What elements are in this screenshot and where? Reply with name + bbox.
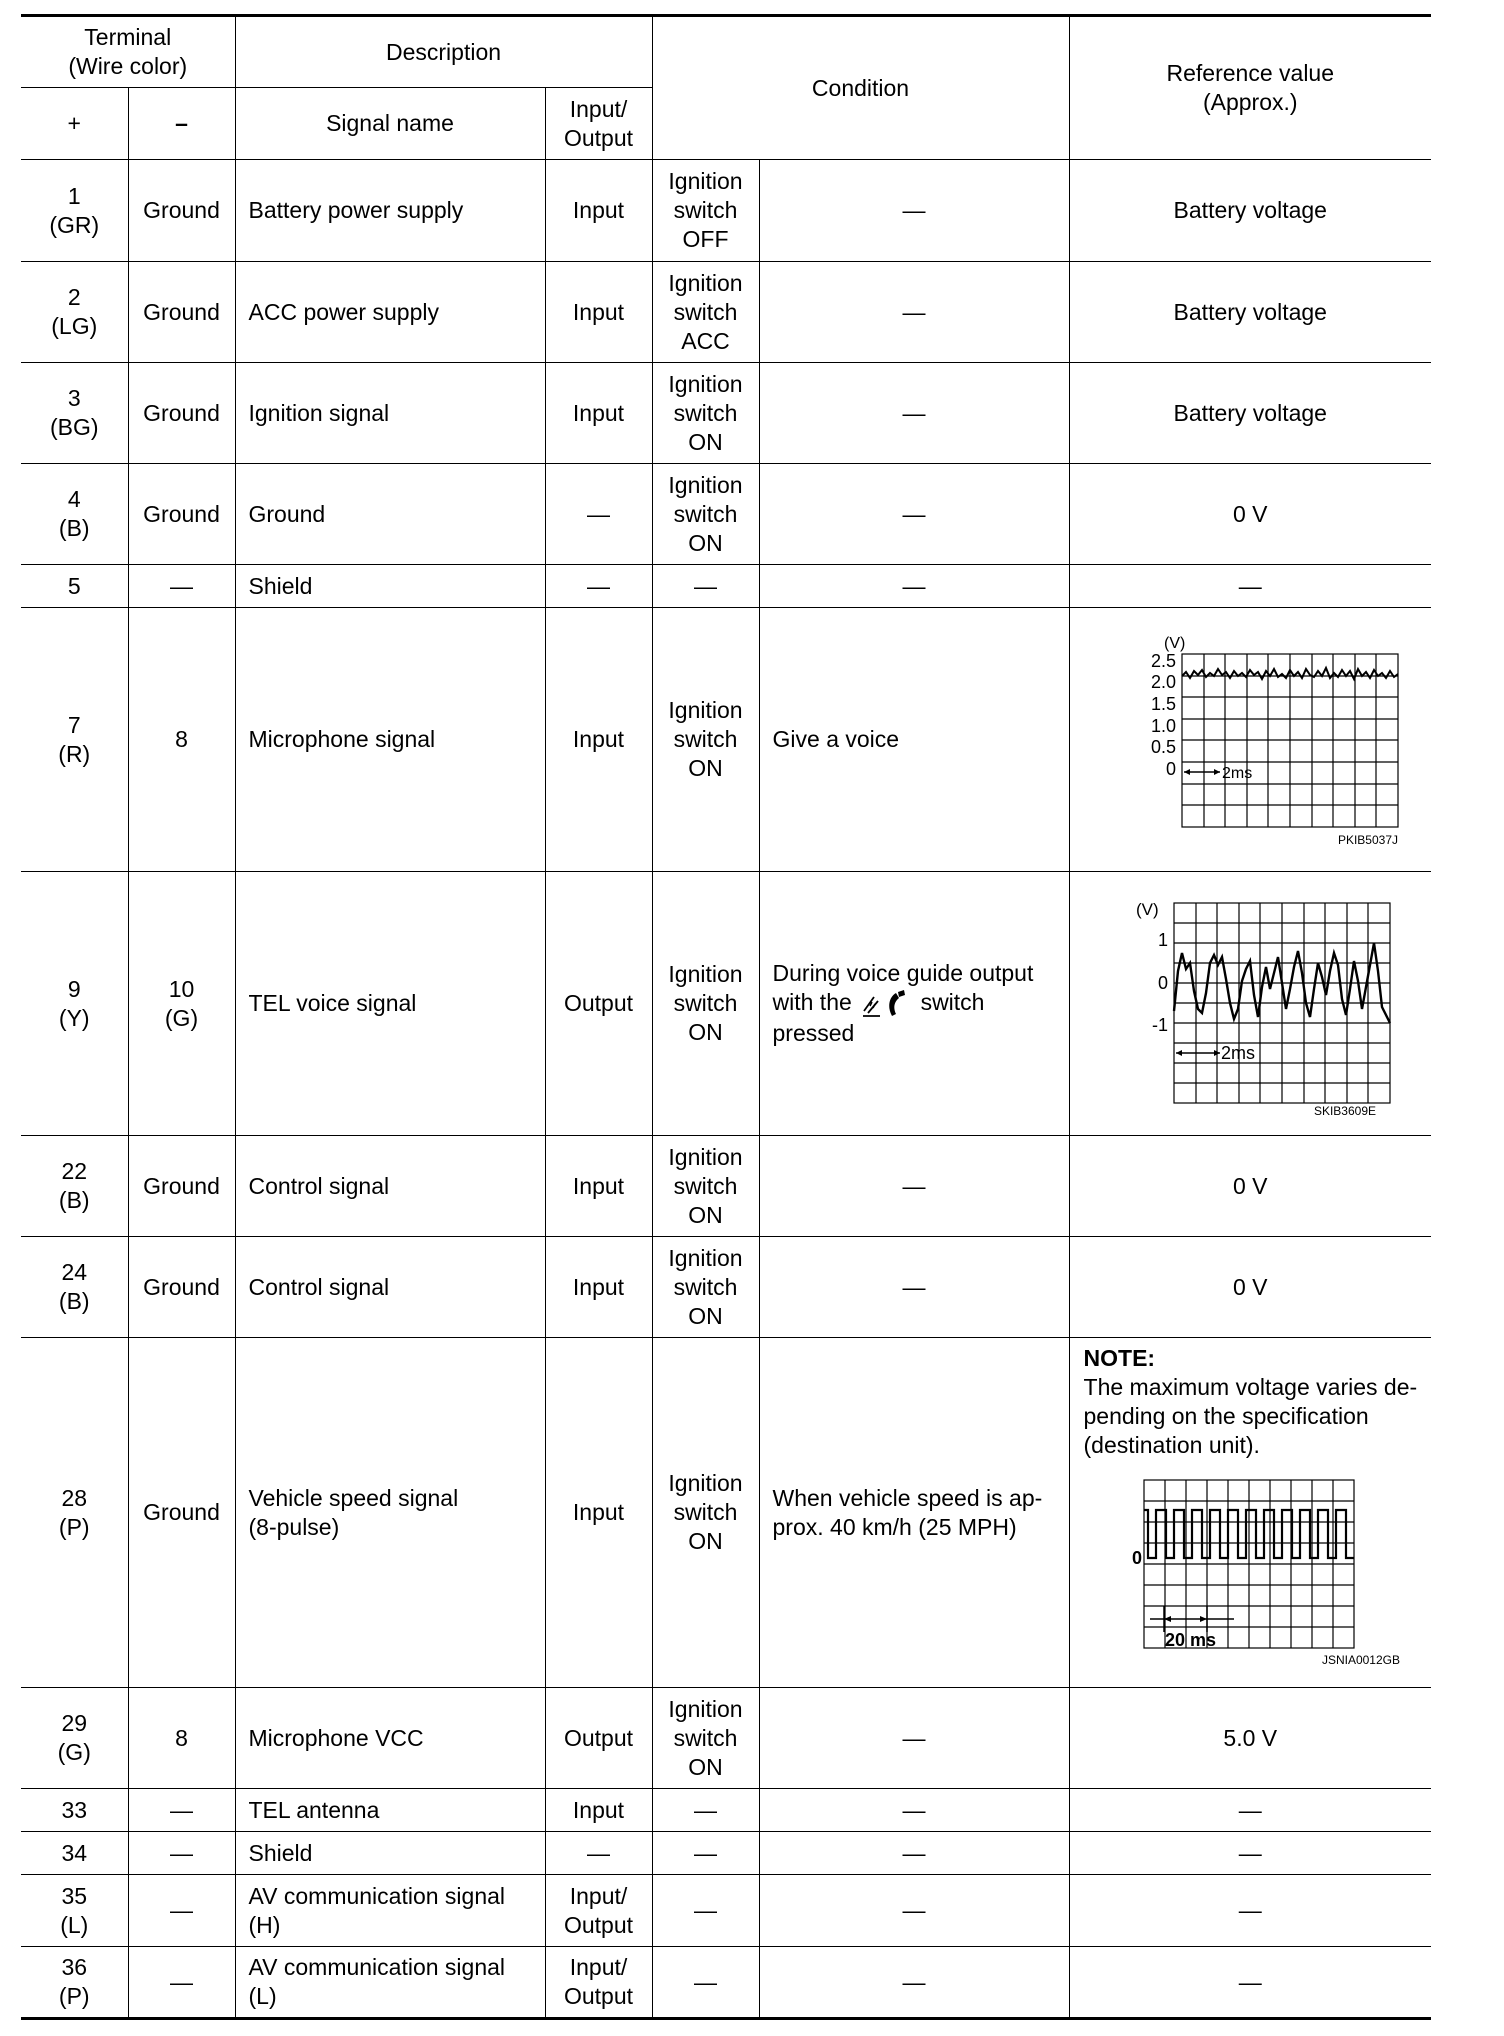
table-row xyxy=(21,1947,1431,2019)
ignition-condition: Ignition switch ON xyxy=(652,1338,759,1688)
chart-unit: (V) xyxy=(1164,635,1186,652)
terminal-plus: 5 xyxy=(21,565,128,608)
voice-phone-switch-icon xyxy=(858,989,914,1019)
terminal-plus: 3 (BG) xyxy=(21,363,128,464)
terminal-plus: 22 (B) xyxy=(21,1136,128,1237)
condition: — xyxy=(759,1789,1069,1832)
time-scale-label: 2ms xyxy=(1222,765,1253,782)
table-row xyxy=(21,1875,1431,1947)
terminal-plus: 1 (GR) xyxy=(21,160,128,262)
reference-value: — xyxy=(1069,1947,1431,2019)
chart-ticks xyxy=(1152,930,1168,1035)
signal-name: AV communication signal (L) xyxy=(235,1947,545,2019)
condition: — xyxy=(759,464,1069,565)
zero-label: 0 xyxy=(1131,1548,1142,1568)
table-row xyxy=(21,363,1431,464)
terminal-plus: 24 (B) xyxy=(21,1237,128,1338)
table-row xyxy=(21,565,1431,608)
tel-voice-signal-waveform xyxy=(1100,891,1400,1116)
terminal-minus: 10 (G) xyxy=(128,872,235,1136)
reference-value: Battery voltage xyxy=(1069,160,1431,262)
terminal-minus: — xyxy=(128,1789,235,1832)
terminal-minus: Ground xyxy=(128,1338,235,1688)
ignition-condition: — xyxy=(652,1947,759,2019)
terminal-reference-table xyxy=(21,14,1431,2020)
condition: — xyxy=(759,160,1069,262)
condition-line: with the switch xyxy=(773,988,1065,1019)
figure-caption: SKIB3609E xyxy=(1314,1104,1377,1116)
condition: — xyxy=(759,1688,1069,1789)
input-output: Input/ Output xyxy=(545,1947,652,2019)
header-input-output: Input/ Output xyxy=(545,88,652,160)
condition-line: pressed xyxy=(772,1019,855,1046)
header-reference-value: Reference value (Approx.) xyxy=(1069,16,1431,160)
terminal-minus: 8 xyxy=(128,1688,235,1789)
ignition-condition: Ignition switch ON xyxy=(652,872,759,1136)
condition: Give a voice xyxy=(759,608,1069,872)
ignition-condition: Ignition switch OFF xyxy=(652,160,759,262)
terminal-minus: Ground xyxy=(128,464,235,565)
terminal-minus: Ground xyxy=(128,1136,235,1237)
input-output: Input xyxy=(545,262,652,363)
condition: — xyxy=(759,262,1069,363)
signal-name: Battery power supply xyxy=(235,160,545,262)
input-output: Output xyxy=(545,872,652,1136)
time-scale-label: 20 ms xyxy=(1164,1630,1216,1650)
terminal-plus: 36 (P) xyxy=(21,1947,128,2019)
terminal-minus: Ground xyxy=(128,363,235,464)
condition: — xyxy=(759,565,1069,608)
tick-label: 0 xyxy=(1166,759,1177,779)
table-row xyxy=(21,464,1431,565)
condition: — xyxy=(759,1947,1069,2019)
terminal-plus: 35 (L) xyxy=(21,1875,128,1947)
microphone-signal-waveform xyxy=(1100,632,1400,847)
input-output: Input xyxy=(545,1789,652,1832)
tick-label: 1.5 xyxy=(1151,694,1177,714)
terminal-minus: — xyxy=(128,565,235,608)
table-row xyxy=(21,262,1431,363)
time-scale-marker xyxy=(1150,1606,1234,1650)
table-row xyxy=(21,1789,1431,1832)
time-scale-label: 2ms xyxy=(1221,1043,1256,1063)
signal-name: AV communication signal (H) xyxy=(235,1875,545,1947)
terminal-plus: 2 (LG) xyxy=(21,262,128,363)
terminal-minus: Ground xyxy=(128,262,235,363)
ignition-condition: — xyxy=(652,1789,759,1832)
tick-label: 1 xyxy=(1158,930,1169,950)
reference-value: 0 V xyxy=(1069,1136,1431,1237)
terminal-minus: Ground xyxy=(128,1237,235,1338)
condition: — xyxy=(759,363,1069,464)
tick-label: -1 xyxy=(1152,1015,1169,1035)
table-row xyxy=(21,1832,1431,1875)
signal-name: Shield xyxy=(235,1832,545,1875)
tick-label: 2.0 xyxy=(1151,672,1177,692)
chart-grid xyxy=(1144,1480,1354,1648)
ignition-condition: Ignition switch ACC xyxy=(652,262,759,363)
header-signal-name: Signal name xyxy=(235,88,545,160)
ignition-condition: Ignition switch ON xyxy=(652,464,759,565)
signal-name: Microphone VCC xyxy=(235,1688,545,1789)
signal-name: ACC power supply xyxy=(235,262,545,363)
note-title: NOTE: xyxy=(1083,1345,1156,1371)
input-output: — xyxy=(545,1832,652,1875)
reference-value: 5.0 V xyxy=(1069,1688,1431,1789)
header-condition: Condition xyxy=(652,16,1069,160)
time-scale-marker xyxy=(1176,1043,1255,1063)
signal-name: TEL voice signal xyxy=(235,872,545,1136)
terminal-plus: 33 xyxy=(21,1789,128,1832)
signal-name: Vehicle speed signal (8-pulse) xyxy=(235,1338,545,1688)
ignition-condition: Ignition switch ON xyxy=(652,363,759,464)
terminal-minus: — xyxy=(128,1947,235,2019)
condition xyxy=(759,872,1069,1136)
note-text: The maximum voltage varies de- pending on the specification (destination unit). xyxy=(1083,1374,1418,1458)
tick-label: 0.5 xyxy=(1151,737,1177,757)
chart-grid xyxy=(1174,903,1390,1103)
table-row xyxy=(21,160,1431,262)
reference-value: Battery voltage xyxy=(1069,262,1431,363)
header-description: Description xyxy=(235,16,652,88)
table-row xyxy=(21,1237,1431,1338)
figure-caption: PKIB5037J xyxy=(1338,833,1399,847)
reference-value: — xyxy=(1069,1789,1431,1832)
condition: When vehicle speed is ap- prox. 40 km/h (25 MPH) xyxy=(759,1338,1069,1688)
ignition-condition: — xyxy=(652,1832,759,1875)
chart-ticks xyxy=(1151,651,1176,779)
signal-name: Ground xyxy=(235,464,545,565)
input-output: Input xyxy=(545,608,652,872)
chart-grid xyxy=(1182,654,1398,827)
ignition-condition: Ignition switch ON xyxy=(652,1136,759,1237)
input-output: Input xyxy=(545,1338,652,1688)
reference-value xyxy=(1069,608,1431,872)
table-row xyxy=(21,872,1431,1136)
signal-name: Control signal xyxy=(235,1136,545,1237)
condition: — xyxy=(759,1136,1069,1237)
terminal-plus: 7 (R) xyxy=(21,608,128,872)
ignition-condition: Ignition switch ON xyxy=(652,1237,759,1338)
table-row xyxy=(21,1688,1431,1789)
condition: — xyxy=(759,1875,1069,1947)
ignition-condition: — xyxy=(652,565,759,608)
condition: — xyxy=(759,1237,1069,1338)
chart-unit: (V) xyxy=(1136,900,1159,919)
signal-name: TEL antenna xyxy=(235,1789,545,1832)
terminal-plus: 28 (P) xyxy=(21,1338,128,1688)
tick-label: 1.0 xyxy=(1151,716,1177,736)
table-row xyxy=(21,608,1431,872)
ignition-condition: Ignition switch ON xyxy=(652,1688,759,1789)
header-terminal: Terminal (Wire color) xyxy=(21,16,235,88)
input-output: — xyxy=(545,565,652,608)
terminal-minus: Ground xyxy=(128,160,235,262)
vehicle-speed-waveform xyxy=(1084,1466,1414,1666)
signal-name: Ignition signal xyxy=(235,363,545,464)
reference-value: Battery voltage xyxy=(1069,363,1431,464)
terminal-minus: — xyxy=(128,1875,235,1947)
reference-value: — xyxy=(1069,1875,1431,1947)
reference-value: — xyxy=(1069,1832,1431,1875)
figure-caption: JSNIA0012GB xyxy=(1321,1653,1400,1666)
terminal-plus: 4 (B) xyxy=(21,464,128,565)
signal-name: Microphone signal xyxy=(235,608,545,872)
signal-name: Control signal xyxy=(235,1237,545,1338)
reference-value: — xyxy=(1069,565,1431,608)
reference-value: 0 V xyxy=(1069,1237,1431,1338)
reference-value xyxy=(1069,872,1431,1136)
time-scale-marker xyxy=(1184,765,1252,782)
ignition-condition: — xyxy=(652,1875,759,1947)
input-output: Input xyxy=(545,363,652,464)
ignition-condition: Ignition switch ON xyxy=(652,608,759,872)
condition-line: During voice guide output xyxy=(772,960,1034,987)
input-output: Output xyxy=(545,1688,652,1789)
input-output: Input/ Output xyxy=(545,1875,652,1947)
terminal-minus: — xyxy=(128,1832,235,1875)
header-minus: – xyxy=(128,88,235,160)
table-row xyxy=(21,1136,1431,1237)
terminal-plus: 29 (G) xyxy=(21,1688,128,1789)
reference-value xyxy=(1069,1338,1431,1688)
input-output: Input xyxy=(545,1136,652,1237)
signal-name: Shield xyxy=(235,565,545,608)
tick-label: 2.5 xyxy=(1151,651,1177,671)
input-output: Input xyxy=(545,1237,652,1338)
input-output: Input xyxy=(545,160,652,262)
condition: — xyxy=(759,1832,1069,1875)
terminal-plus: 34 xyxy=(21,1832,128,1875)
reference-value: 0 V xyxy=(1069,464,1431,565)
terminal-plus: 9 (Y) xyxy=(21,872,128,1136)
terminal-minus: 8 xyxy=(128,608,235,872)
header-plus: + xyxy=(21,88,128,160)
tick-label: 0 xyxy=(1158,973,1169,993)
table-row xyxy=(21,1338,1431,1688)
input-output: — xyxy=(545,464,652,565)
